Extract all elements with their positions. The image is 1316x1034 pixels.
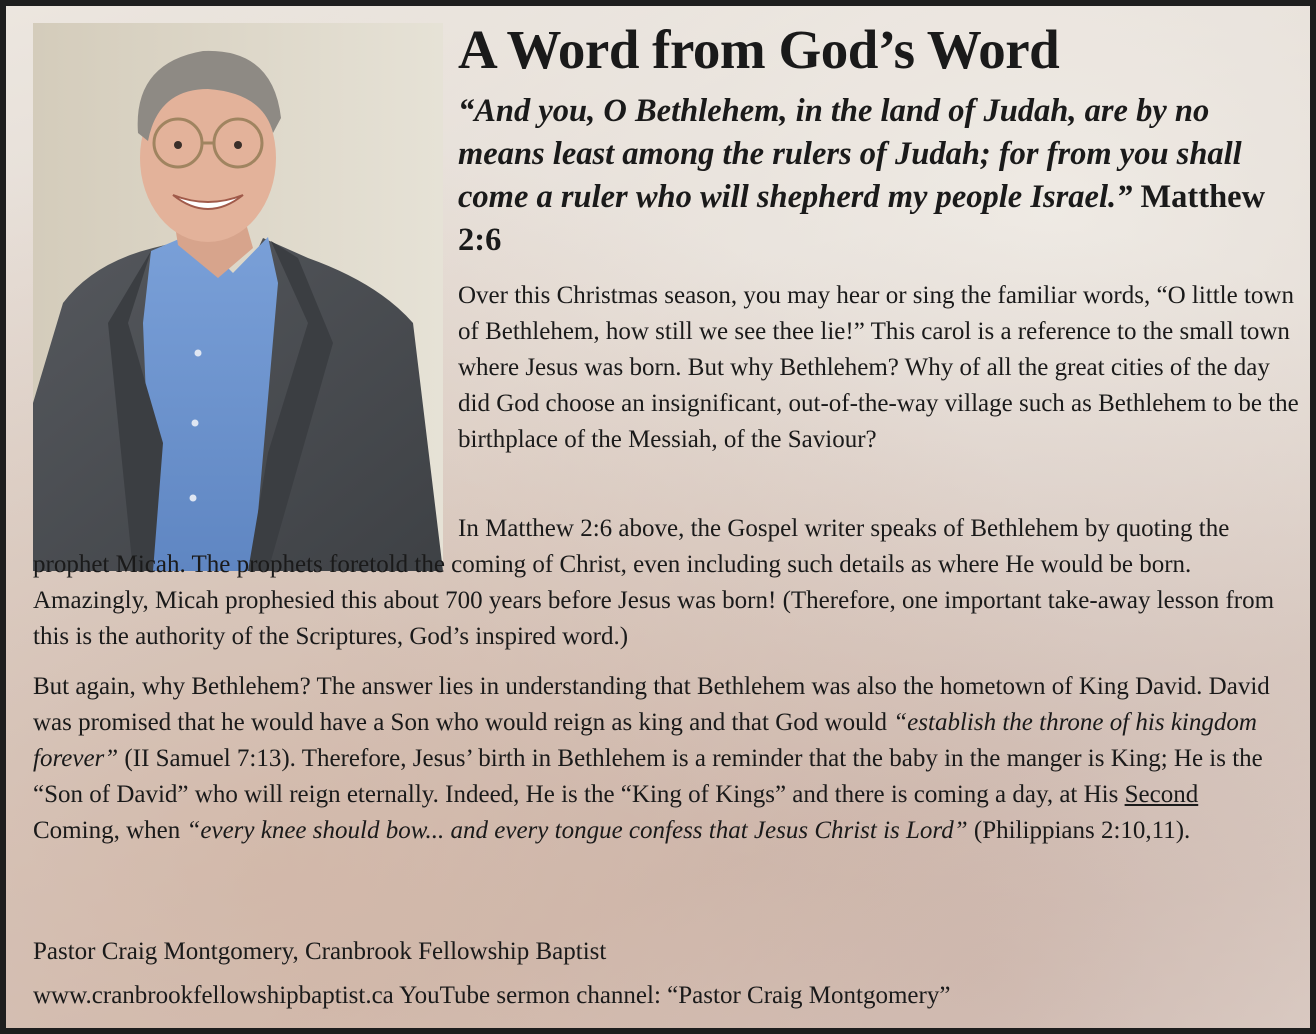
verse-quote: “And you, O Bethlehem, in the land of Judah, are by no means least among the rulers of Judah; for from you shall come a ruler who will shepherd my people Israel.” <box>458 93 1242 215</box>
paragraph-2: In Matthew 2:6 above, the Gospel writer speaks of Bethlehem by quoting the prophet Micah. The prophets foretold the coming of Christ, even including such details as where He would be born. Amazingly, Micah prophesied this about 700 years before Jesus was born! (Therefore, one important take-away lesson from this is the authority of the Scriptures, God’s inspired word.) <box>33 515 1275 650</box>
page-title: A Word from God’s Word <box>458 19 1060 80</box>
verse-reference: Matthew 2:6 <box>458 179 1266 258</box>
signature-web: www.cranbrookfellowshipbaptist.ca YouTube sermon channel: “Pastor Craig Montgomery” <box>33 982 951 1009</box>
paragraph-3-quote-1: “establish the throne of his kingdom forever” <box>33 709 1257 772</box>
paragraph-3-part-2: (II Samuel 7:13). Therefore, Jesus’ birth in Bethlehem is a reminder that the baby in the manger is King; He is the “Son of David” who will reign eternally. Indeed, He is the “King of Kings” and there is coming a day, at His <box>33 745 1263 808</box>
signature-name: Pastor Craig Montgomery, Cranbrook Fellowship Baptist <box>33 938 607 965</box>
scripture-verse <box>458 90 1303 262</box>
article-body <box>33 511 1288 849</box>
paragraph-3-quote-2: “every knee should bow... and every tongue confess that Jesus Christ is Lord” <box>186 817 968 844</box>
pastor-photo <box>33 23 443 571</box>
paragraph-3 <box>33 669 1288 849</box>
paragraph-3-part-4: (Philippians 2:10,11). <box>967 817 1191 844</box>
paragraph-1: Over this Christmas season, you may hear or sing the familiar words, “O little town of Bethlehem, how still we see thee lie!” This carol is a reference to the small town where Jesus was born. But why Bethlehem? Why of all the great cities of the day did God choose an insignificant, out-of-the-way village such as Bethlehem to be the birthplace of the Messiah, of the Saviour? <box>458 282 1299 453</box>
paragraph-3-part-1: But again, why Bethlehem? The answer lies in understanding that Bethlehem was also the hometown of King David. David was promised that he would have a Son who would reign as king and that God would <box>33 673 1270 736</box>
paragraph-3-underlined: Second <box>1124 781 1199 808</box>
paragraph-3-part-3: Coming, when <box>33 817 187 844</box>
